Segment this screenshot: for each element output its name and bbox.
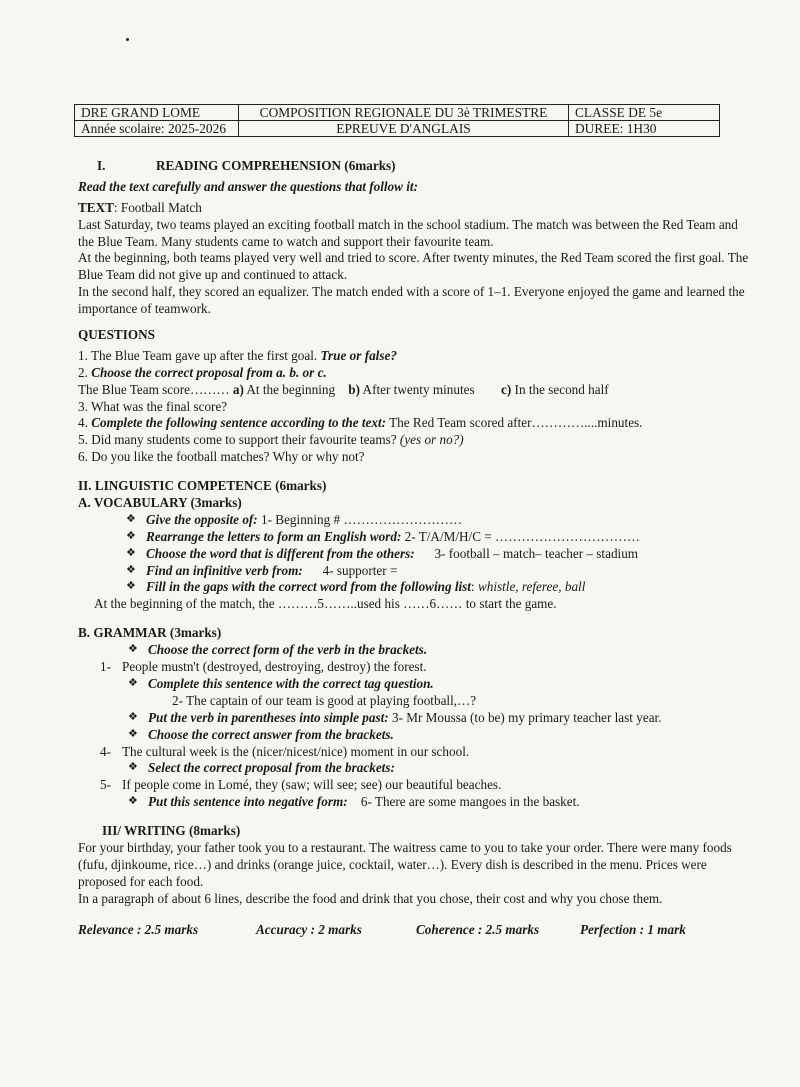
header-subject: EPREUVE D'ANGLAIS [239, 121, 569, 137]
header-row [75, 105, 720, 121]
question-3: 3. What was the final score? [78, 398, 228, 414]
text-paragraph-1: Last Saturday, two teams played an exciting football match in the school stadium. The match was between the Red Team and the Blue Team. Many students came to watch and support their favourite team. [78, 216, 738, 249]
question-4 [78, 415, 752, 432]
grammar-item-5-text: If people come in Lomé, they (saw; will see; see) our beautiful beaches. [122, 777, 502, 793]
grammar-title: B. GRAMMAR (3marks) [78, 625, 222, 641]
vocab-item-4 [78, 563, 752, 580]
vocab-item-4-text: 4- supporter = [302, 562, 398, 578]
grammar-instruction-2 [78, 676, 752, 693]
header-school-year: Année scolaire: 2025-2026 [75, 121, 239, 137]
grammar-instruction-4-text: Choose the correct answer from the brackets. [148, 726, 394, 742]
grammar-item-5 [78, 777, 752, 794]
question-2-prompt: Choose the correct proposal from a. b. or c. [91, 364, 327, 380]
question-1-prompt: True or false? [320, 347, 397, 363]
option-b-letter: b) [348, 381, 360, 397]
reading-instruction: Read the text carefully and answer the questions that follow it: [78, 178, 418, 194]
section-1-title [78, 158, 752, 175]
vocab-item-3-prompt: Choose the word that is different from the others: [146, 545, 415, 561]
writing-paragraph-1: For your birthday, your father took you to a restaurant. The waitress came to you to take your order. There were many foods (fufu, djinkoume, rice…) and drinks (orange juice, cocktail, water…). Every dish is described in the menu. Prices were proposed for each food. [78, 839, 732, 889]
section-3-title: III/ WRITING (8marks) [102, 823, 241, 839]
grammar-instruction-1 [78, 642, 752, 659]
vocab-item-1-prompt: Give the opposite of: [146, 511, 258, 527]
grammar-item-5-number: 5- [100, 777, 111, 793]
vocab-item-1-text: 1- Beginning # ……………………… [257, 511, 463, 527]
question-1-text: 1. The Blue Team gave up after the first goal. [78, 347, 321, 363]
grammar-item-4 [78, 744, 752, 761]
option-c: In the second half [511, 381, 609, 397]
header-exam-title: COMPOSITION REGIONALE DU 3è TRIMESTRE [239, 105, 569, 121]
grammar-item-3 [78, 710, 752, 727]
grammar-item-3-text: 3- Mr Moussa (to be) my primary teacher last year. [388, 709, 662, 725]
grammar-item-3-prompt: Put the verb in parentheses into simple past: [148, 709, 389, 725]
question-2-number: 2. [78, 364, 92, 380]
grammar-item-4-text: The cultural week is the (nicer/nicest/nice) moment in our school. [122, 743, 470, 759]
rubric-perfection: Perfection : 1 mark [580, 921, 686, 937]
vocab-word-list: whistle, referee, ball [477, 579, 586, 595]
question-5 [78, 432, 752, 449]
stray-dot [126, 38, 129, 41]
section-2-title: II. LINGUISTIC COMPETENCE (6marks) [78, 478, 327, 494]
rubric-relevance: Relevance : 2.5 marks [78, 921, 199, 937]
header-class: CLASSE DE 5e [569, 105, 720, 121]
question-4-text: The Red Team scored after…………....minutes. [386, 415, 643, 431]
text-title: : Football Match [113, 199, 202, 215]
grammar-instruction-5 [78, 760, 752, 777]
question-1 [78, 348, 752, 365]
grammar-item-6-prompt: Put this sentence into negative form: [148, 794, 348, 810]
vocab-item-2-prompt: Rearrange the letters to form an English word: [146, 528, 402, 544]
grammar-item-6 [78, 794, 752, 811]
grammar-instruction-1-text: Choose the correct form of the verb in the brackets. [148, 642, 428, 658]
section-1-heading: READING COMPREHENSION (6marks) [156, 158, 396, 173]
grammar-item-4-number: 4- [100, 743, 111, 759]
rubric-accuracy: Accuracy : 2 marks [256, 921, 362, 937]
text-paragraph-3: In the second half, they scored an equalizer. The match ended with a score of 1–1. Everyone enjoyed the game and learned the importance of teamwork. [78, 284, 745, 317]
grammar-instruction-4 [78, 727, 752, 744]
vocab-item-5 [78, 579, 752, 596]
grammar-item-1-text: People mustn't (destroyed, destroying, destroy) the forest. [122, 659, 427, 675]
option-c-letter: c) [501, 381, 512, 397]
header-duration: DUREE: 1H30 [569, 121, 720, 137]
text-heading [78, 200, 752, 217]
vocab-item-3 [78, 546, 752, 563]
grammar-item-1-number: 1- [100, 659, 111, 675]
option-a-letter: a) [232, 381, 244, 397]
vocab-item-5-colon: : [470, 579, 478, 595]
vocab-item-4-prompt: Find an infinitive verb from: [146, 562, 303, 578]
grammar-item-1 [78, 659, 752, 676]
rubric-coherence: Coherence : 2.5 marks [416, 921, 540, 937]
question-4-number: 4. [78, 415, 92, 431]
vocab-item-2-text: 2- T/A/M/H/C = …………………………… [401, 528, 641, 544]
question-5-hint: (yes or no?) [399, 432, 464, 448]
marking-rubric [78, 922, 752, 939]
vocab-item-3-text: 3- football – match– teacher – stadium [414, 545, 639, 561]
option-a: At the beginning [243, 381, 349, 397]
text-label: TEXT [78, 199, 114, 215]
section-1-number: I. [97, 158, 106, 173]
vocab-item-2 [78, 529, 752, 546]
grammar-instruction-2-text: Complete this sentence with the correct tag question. [148, 675, 434, 691]
option-b: After twenty minutes [359, 381, 501, 397]
grammar-item-6-text: 6- There are some mangoes in the basket. [347, 794, 580, 810]
exam-body [78, 158, 752, 938]
questions-title: QUESTIONS [78, 327, 155, 343]
question-2-stem: The Blue Team score……… [78, 381, 233, 397]
header-region: DRE GRAND LOME [75, 105, 239, 121]
question-2-options [78, 382, 752, 399]
text-paragraph-2: At the beginning, both teams played very well and tried to score. After twenty minutes, the Red Team scored the first goal. The Blue Team did not give up and continued to attack. [78, 250, 749, 283]
question-4-prompt: Complete the following sentence according to the text: [91, 415, 387, 431]
question-6: 6. Do you like the football matches? Why or why not? [78, 449, 365, 465]
question-5-text: 5. Did many students come to support their favourite teams? [78, 432, 400, 448]
exam-header-table [74, 104, 720, 137]
vocabulary-title: A. VOCABULARY (3marks) [78, 495, 242, 511]
question-2 [78, 365, 752, 382]
vocab-gap-sentence: At the beginning of the match, the ………5……..used his ……6…… to start the game. [94, 596, 557, 612]
vocab-item-5-prompt: Fill in the gaps with the correct word from the following list [146, 579, 471, 595]
vocab-item-1 [78, 512, 752, 529]
grammar-instruction-5-text: Select the correct proposal from the brackets: [148, 760, 395, 776]
header-row [75, 121, 720, 137]
grammar-item-2: 2- The captain of our team is good at playing football,…? [172, 692, 477, 708]
writing-paragraph-2: In a paragraph of about 6 lines, describe the food and drink that you chose, their cost and why you chose them. [78, 890, 663, 906]
